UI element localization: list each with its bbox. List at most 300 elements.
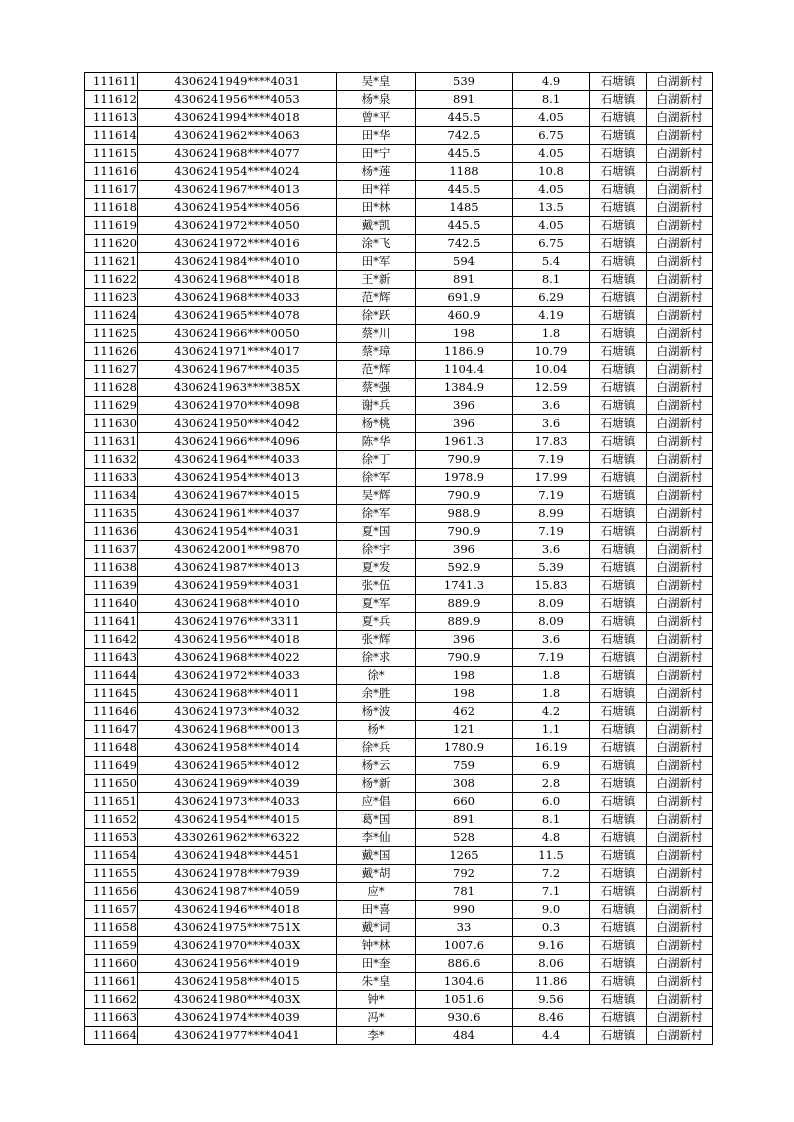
table-row <box>85 991 713 1009</box>
amount-cell: 1051.6 <box>416 991 513 1009</box>
amount-cell: 33 <box>416 919 513 937</box>
amount-cell: 445.5 <box>416 145 513 163</box>
area-cell: 8.1 <box>513 271 590 289</box>
area-cell: 6.75 <box>513 127 590 145</box>
table-row <box>85 253 713 271</box>
area-cell: 1.8 <box>513 325 590 343</box>
amount-cell: 1265 <box>416 847 513 865</box>
amount-cell: 484 <box>416 1027 513 1045</box>
area-cell: 10.04 <box>513 361 590 379</box>
table-row <box>85 937 713 955</box>
town-cell: 石塘镇 <box>590 577 647 595</box>
amount-cell: 1104.4 <box>416 361 513 379</box>
id-card-cell: 4306241968****4033 <box>138 289 337 307</box>
town-cell: 石塘镇 <box>590 235 647 253</box>
table-row <box>85 343 713 361</box>
village-cell: 白湖新村 <box>647 217 713 235</box>
amount-cell: 990 <box>416 901 513 919</box>
village-cell: 白湖新村 <box>647 577 713 595</box>
name-cell: 蔡*强 <box>337 379 416 397</box>
area-cell: 6.75 <box>513 235 590 253</box>
id-card-cell: 4306241994****4018 <box>138 109 337 127</box>
record-id-cell: 111632 <box>85 451 138 469</box>
area-cell: 1.8 <box>513 685 590 703</box>
village-cell: 白湖新村 <box>647 937 713 955</box>
amount-cell: 1007.6 <box>416 937 513 955</box>
id-card-cell: 4306241965****4078 <box>138 307 337 325</box>
town-cell: 石塘镇 <box>590 973 647 991</box>
area-cell: 16.19 <box>513 739 590 757</box>
id-card-cell: 4306241969****4039 <box>138 775 337 793</box>
amount-cell: 462 <box>416 703 513 721</box>
name-cell: 徐*宇 <box>337 541 416 559</box>
table-row <box>85 307 713 325</box>
amount-cell: 790.9 <box>416 649 513 667</box>
village-cell: 白湖新村 <box>647 343 713 361</box>
table-row <box>85 631 713 649</box>
village-cell: 白湖新村 <box>647 397 713 415</box>
town-cell: 石塘镇 <box>590 937 647 955</box>
amount-cell: 660 <box>416 793 513 811</box>
amount-cell: 592.9 <box>416 559 513 577</box>
area-cell: 7.2 <box>513 865 590 883</box>
amount-cell: 781 <box>416 883 513 901</box>
table-row <box>85 73 713 91</box>
village-cell: 白湖新村 <box>647 325 713 343</box>
area-cell: 7.19 <box>513 451 590 469</box>
table-row <box>85 1027 713 1045</box>
id-card-cell: 4306241964****4033 <box>138 451 337 469</box>
area-cell: 3.6 <box>513 541 590 559</box>
table-row <box>85 397 713 415</box>
table-row <box>85 325 713 343</box>
area-cell: 10.79 <box>513 343 590 361</box>
town-cell: 石塘镇 <box>590 127 647 145</box>
amount-cell: 759 <box>416 757 513 775</box>
name-cell: 田*奎 <box>337 955 416 973</box>
area-cell: 3.6 <box>513 631 590 649</box>
record-id-cell: 111643 <box>85 649 138 667</box>
area-cell: 4.05 <box>513 181 590 199</box>
id-card-cell: 4306241961****4037 <box>138 505 337 523</box>
area-cell: 4.2 <box>513 703 590 721</box>
record-id-cell: 111652 <box>85 811 138 829</box>
village-cell: 白湖新村 <box>647 91 713 109</box>
area-cell: 15.83 <box>513 577 590 595</box>
id-card-cell: 4306241963****385X <box>138 379 337 397</box>
town-cell: 石塘镇 <box>590 415 647 433</box>
area-cell: 0.3 <box>513 919 590 937</box>
table-row <box>85 109 713 127</box>
name-cell: 戴*凯 <box>337 217 416 235</box>
town-cell: 石塘镇 <box>590 325 647 343</box>
record-id-cell: 111634 <box>85 487 138 505</box>
table-row <box>85 919 713 937</box>
table-row <box>85 973 713 991</box>
table-row <box>85 415 713 433</box>
table-row <box>85 901 713 919</box>
record-id-cell: 111618 <box>85 199 138 217</box>
name-cell: 杨*新 <box>337 775 416 793</box>
area-cell: 11.86 <box>513 973 590 991</box>
name-cell: 徐*兵 <box>337 739 416 757</box>
id-card-cell: 4306241968****4010 <box>138 595 337 613</box>
area-cell: 3.6 <box>513 415 590 433</box>
name-cell: 夏*发 <box>337 559 416 577</box>
town-cell: 石塘镇 <box>590 433 647 451</box>
id-card-cell: 4306241950****4042 <box>138 415 337 433</box>
record-id-cell: 111644 <box>85 667 138 685</box>
record-id-cell: 111630 <box>85 415 138 433</box>
name-cell: 张*伍 <box>337 577 416 595</box>
village-cell: 白湖新村 <box>647 1009 713 1027</box>
village-cell: 白湖新村 <box>647 145 713 163</box>
village-cell: 白湖新村 <box>647 973 713 991</box>
table-row <box>85 739 713 757</box>
area-cell: 6.9 <box>513 757 590 775</box>
table-row <box>85 181 713 199</box>
village-cell: 白湖新村 <box>647 307 713 325</box>
id-card-cell: 4306241980****403X <box>138 991 337 1009</box>
name-cell: 曾*平 <box>337 109 416 127</box>
town-cell: 石塘镇 <box>590 739 647 757</box>
town-cell: 石塘镇 <box>590 919 647 937</box>
amount-cell: 396 <box>416 631 513 649</box>
table-row <box>85 1009 713 1027</box>
town-cell: 石塘镇 <box>590 1027 647 1045</box>
village-cell: 白湖新村 <box>647 289 713 307</box>
amount-cell: 988.9 <box>416 505 513 523</box>
table-row <box>85 469 713 487</box>
id-card-cell: 4330261962****6322 <box>138 829 337 847</box>
village-cell: 白湖新村 <box>647 811 713 829</box>
town-cell: 石塘镇 <box>590 199 647 217</box>
id-card-cell: 4306241949****4031 <box>138 73 337 91</box>
town-cell: 石塘镇 <box>590 649 647 667</box>
table-row <box>85 163 713 181</box>
name-cell: 戴*胡 <box>337 865 416 883</box>
amount-cell: 742.5 <box>416 235 513 253</box>
name-cell: 吴*辉 <box>337 487 416 505</box>
village-cell: 白湖新村 <box>647 415 713 433</box>
record-id-cell: 111637 <box>85 541 138 559</box>
name-cell: 杨*莲 <box>337 163 416 181</box>
record-id-cell: 111616 <box>85 163 138 181</box>
amount-cell: 308 <box>416 775 513 793</box>
town-cell: 石塘镇 <box>590 613 647 631</box>
id-card-cell: 4306241954****4031 <box>138 523 337 541</box>
table-row <box>85 865 713 883</box>
name-cell: 陈*华 <box>337 433 416 451</box>
area-cell: 4.05 <box>513 145 590 163</box>
record-id-cell: 111654 <box>85 847 138 865</box>
record-id-cell: 111612 <box>85 91 138 109</box>
record-id-cell: 111636 <box>85 523 138 541</box>
name-cell: 李*仙 <box>337 829 416 847</box>
table-row <box>85 235 713 253</box>
name-cell: 徐* <box>337 667 416 685</box>
name-cell: 田*宁 <box>337 145 416 163</box>
name-cell: 田*祥 <box>337 181 416 199</box>
record-id-cell: 111624 <box>85 307 138 325</box>
record-id-cell: 111620 <box>85 235 138 253</box>
village-cell: 白湖新村 <box>647 667 713 685</box>
town-cell: 石塘镇 <box>590 685 647 703</box>
id-card-cell: 4306241946****4018 <box>138 901 337 919</box>
amount-cell: 594 <box>416 253 513 271</box>
id-card-cell: 4306241973****4033 <box>138 793 337 811</box>
id-card-cell: 4306241974****4039 <box>138 1009 337 1027</box>
village-cell: 白湖新村 <box>647 361 713 379</box>
id-card-cell: 4306241956****4019 <box>138 955 337 973</box>
record-id-cell: 111626 <box>85 343 138 361</box>
id-card-cell: 4306241973****4032 <box>138 703 337 721</box>
name-cell: 田*喜 <box>337 901 416 919</box>
record-id-cell: 111661 <box>85 973 138 991</box>
amount-cell: 1304.6 <box>416 973 513 991</box>
id-card-cell: 4306241972****4050 <box>138 217 337 235</box>
area-cell: 8.99 <box>513 505 590 523</box>
town-cell: 石塘镇 <box>590 865 647 883</box>
record-id-cell: 111651 <box>85 793 138 811</box>
village-cell: 白湖新村 <box>647 235 713 253</box>
village-cell: 白湖新村 <box>647 829 713 847</box>
record-id-cell: 111635 <box>85 505 138 523</box>
amount-cell: 742.5 <box>416 127 513 145</box>
table-row <box>85 757 713 775</box>
name-cell: 杨*波 <box>337 703 416 721</box>
amount-cell: 445.5 <box>416 217 513 235</box>
id-card-cell: 4306241977****4041 <box>138 1027 337 1045</box>
amount-cell: 1188 <box>416 163 513 181</box>
town-cell: 石塘镇 <box>590 631 647 649</box>
name-cell: 蔡*川 <box>337 325 416 343</box>
village-cell: 白湖新村 <box>647 1027 713 1045</box>
record-id-cell: 111655 <box>85 865 138 883</box>
town-cell: 石塘镇 <box>590 775 647 793</box>
town-cell: 石塘镇 <box>590 847 647 865</box>
town-cell: 石塘镇 <box>590 721 647 739</box>
name-cell: 张*辉 <box>337 631 416 649</box>
village-cell: 白湖新村 <box>647 703 713 721</box>
id-card-cell: 4306241972****4033 <box>138 667 337 685</box>
town-cell: 石塘镇 <box>590 145 647 163</box>
record-id-cell: 111660 <box>85 955 138 973</box>
table-row <box>85 217 713 235</box>
id-card-cell: 4306241966****0050 <box>138 325 337 343</box>
name-cell: 李* <box>337 1027 416 1045</box>
amount-cell: 198 <box>416 667 513 685</box>
village-cell: 白湖新村 <box>647 739 713 757</box>
area-cell: 7.19 <box>513 523 590 541</box>
town-cell: 石塘镇 <box>590 901 647 919</box>
table-row <box>85 145 713 163</box>
town-cell: 石塘镇 <box>590 667 647 685</box>
id-card-cell: 4306241966****4096 <box>138 433 337 451</box>
id-card-cell: 4306241967****4035 <box>138 361 337 379</box>
name-cell: 徐*跃 <box>337 307 416 325</box>
village-cell: 白湖新村 <box>647 253 713 271</box>
record-id-cell: 111659 <box>85 937 138 955</box>
table-row <box>85 775 713 793</box>
village-cell: 白湖新村 <box>647 559 713 577</box>
table-row <box>85 379 713 397</box>
record-id-cell: 111664 <box>85 1027 138 1045</box>
town-cell: 石塘镇 <box>590 271 647 289</box>
name-cell: 徐*丁 <box>337 451 416 469</box>
id-card-cell: 4306241954****4056 <box>138 199 337 217</box>
id-card-cell: 4306241959****4031 <box>138 577 337 595</box>
village-cell: 白湖新村 <box>647 631 713 649</box>
town-cell: 石塘镇 <box>590 487 647 505</box>
village-cell: 白湖新村 <box>647 595 713 613</box>
name-cell: 吴*皇 <box>337 73 416 91</box>
name-cell: 夏*国 <box>337 523 416 541</box>
town-cell: 石塘镇 <box>590 541 647 559</box>
table-row <box>85 703 713 721</box>
amount-cell: 889.9 <box>416 595 513 613</box>
name-cell: 杨*泉 <box>337 91 416 109</box>
town-cell: 石塘镇 <box>590 811 647 829</box>
record-id-cell: 111617 <box>85 181 138 199</box>
name-cell: 戴*国 <box>337 847 416 865</box>
name-cell: 徐*求 <box>337 649 416 667</box>
village-cell: 白湖新村 <box>647 181 713 199</box>
table-row <box>85 649 713 667</box>
town-cell: 石塘镇 <box>590 883 647 901</box>
id-card-cell: 4306241967****4013 <box>138 181 337 199</box>
amount-cell: 889.9 <box>416 613 513 631</box>
id-card-cell: 4306241968****4011 <box>138 685 337 703</box>
amount-cell: 891 <box>416 271 513 289</box>
area-cell: 17.99 <box>513 469 590 487</box>
village-cell: 白湖新村 <box>647 955 713 973</box>
area-cell: 1.8 <box>513 667 590 685</box>
name-cell: 钟* <box>337 991 416 1009</box>
town-cell: 石塘镇 <box>590 703 647 721</box>
id-card-cell: 4306241978****7939 <box>138 865 337 883</box>
table-row <box>85 595 713 613</box>
table-row <box>85 577 713 595</box>
record-id-cell: 111647 <box>85 721 138 739</box>
id-card-cell: 4306241965****4012 <box>138 757 337 775</box>
town-cell: 石塘镇 <box>590 361 647 379</box>
town-cell: 石塘镇 <box>590 217 647 235</box>
table-row <box>85 91 713 109</box>
name-cell: 谢*兵 <box>337 397 416 415</box>
amount-cell: 445.5 <box>416 181 513 199</box>
table-row <box>85 451 713 469</box>
id-card-cell: 4306241956****4018 <box>138 631 337 649</box>
id-card-cell: 4306241968****4018 <box>138 271 337 289</box>
record-id-cell: 111619 <box>85 217 138 235</box>
area-cell: 17.83 <box>513 433 590 451</box>
town-cell: 石塘镇 <box>590 469 647 487</box>
id-card-cell: 4306241987****4059 <box>138 883 337 901</box>
record-id-cell: 111642 <box>85 631 138 649</box>
amount-cell: 460.9 <box>416 307 513 325</box>
table-row <box>85 559 713 577</box>
town-cell: 石塘镇 <box>590 757 647 775</box>
id-card-cell: 4306241948****4451 <box>138 847 337 865</box>
record-id-cell: 111653 <box>85 829 138 847</box>
town-cell: 石塘镇 <box>590 73 647 91</box>
town-cell: 石塘镇 <box>590 505 647 523</box>
id-card-cell: 4306241968****4022 <box>138 649 337 667</box>
name-cell: 田*军 <box>337 253 416 271</box>
town-cell: 石塘镇 <box>590 523 647 541</box>
village-cell: 白湖新村 <box>647 883 713 901</box>
amount-cell: 1186.9 <box>416 343 513 361</box>
record-id-cell: 111645 <box>85 685 138 703</box>
amount-cell: 790.9 <box>416 487 513 505</box>
table-row <box>85 721 713 739</box>
amount-cell: 790.9 <box>416 523 513 541</box>
village-cell: 白湖新村 <box>647 271 713 289</box>
village-cell: 白湖新村 <box>647 919 713 937</box>
record-id-cell: 111613 <box>85 109 138 127</box>
town-cell: 石塘镇 <box>590 379 647 397</box>
name-cell: 冯* <box>337 1009 416 1027</box>
record-id-cell: 111629 <box>85 397 138 415</box>
name-cell: 范*辉 <box>337 361 416 379</box>
town-cell: 石塘镇 <box>590 829 647 847</box>
amount-cell: 1384.9 <box>416 379 513 397</box>
id-card-cell: 4306241956****4053 <box>138 91 337 109</box>
table-row <box>85 883 713 901</box>
area-cell: 4.19 <box>513 307 590 325</box>
town-cell: 石塘镇 <box>590 559 647 577</box>
amount-cell: 790.9 <box>416 451 513 469</box>
name-cell: 应*倡 <box>337 793 416 811</box>
id-card-cell: 4306241972****4016 <box>138 235 337 253</box>
name-cell: 戴*词 <box>337 919 416 937</box>
town-cell: 石塘镇 <box>590 991 647 1009</box>
amount-cell: 528 <box>416 829 513 847</box>
record-id-cell: 111648 <box>85 739 138 757</box>
table-row <box>85 613 713 631</box>
area-cell: 8.09 <box>513 595 590 613</box>
village-cell: 白湖新村 <box>647 775 713 793</box>
id-card-cell: 4306241971****4017 <box>138 343 337 361</box>
name-cell: 徐*军 <box>337 505 416 523</box>
area-cell: 4.9 <box>513 73 590 91</box>
area-cell: 8.09 <box>513 613 590 631</box>
amount-cell: 930.6 <box>416 1009 513 1027</box>
name-cell: 王*新 <box>337 271 416 289</box>
record-id-cell: 111621 <box>85 253 138 271</box>
village-cell: 白湖新村 <box>647 433 713 451</box>
subsidy-table <box>84 72 713 1045</box>
amount-cell: 1741.3 <box>416 577 513 595</box>
area-cell: 8.1 <box>513 811 590 829</box>
village-cell: 白湖新村 <box>647 865 713 883</box>
village-cell: 白湖新村 <box>647 523 713 541</box>
area-cell: 5.39 <box>513 559 590 577</box>
record-id-cell: 111628 <box>85 379 138 397</box>
record-id-cell: 111646 <box>85 703 138 721</box>
record-id-cell: 111650 <box>85 775 138 793</box>
table-row <box>85 523 713 541</box>
amount-cell: 396 <box>416 415 513 433</box>
record-id-cell: 111623 <box>85 289 138 307</box>
name-cell: 余*胜 <box>337 685 416 703</box>
id-card-cell: 4306241954****4024 <box>138 163 337 181</box>
area-cell: 6.0 <box>513 793 590 811</box>
village-cell: 白湖新村 <box>647 991 713 1009</box>
village-cell: 白湖新村 <box>647 127 713 145</box>
area-cell: 4.05 <box>513 217 590 235</box>
